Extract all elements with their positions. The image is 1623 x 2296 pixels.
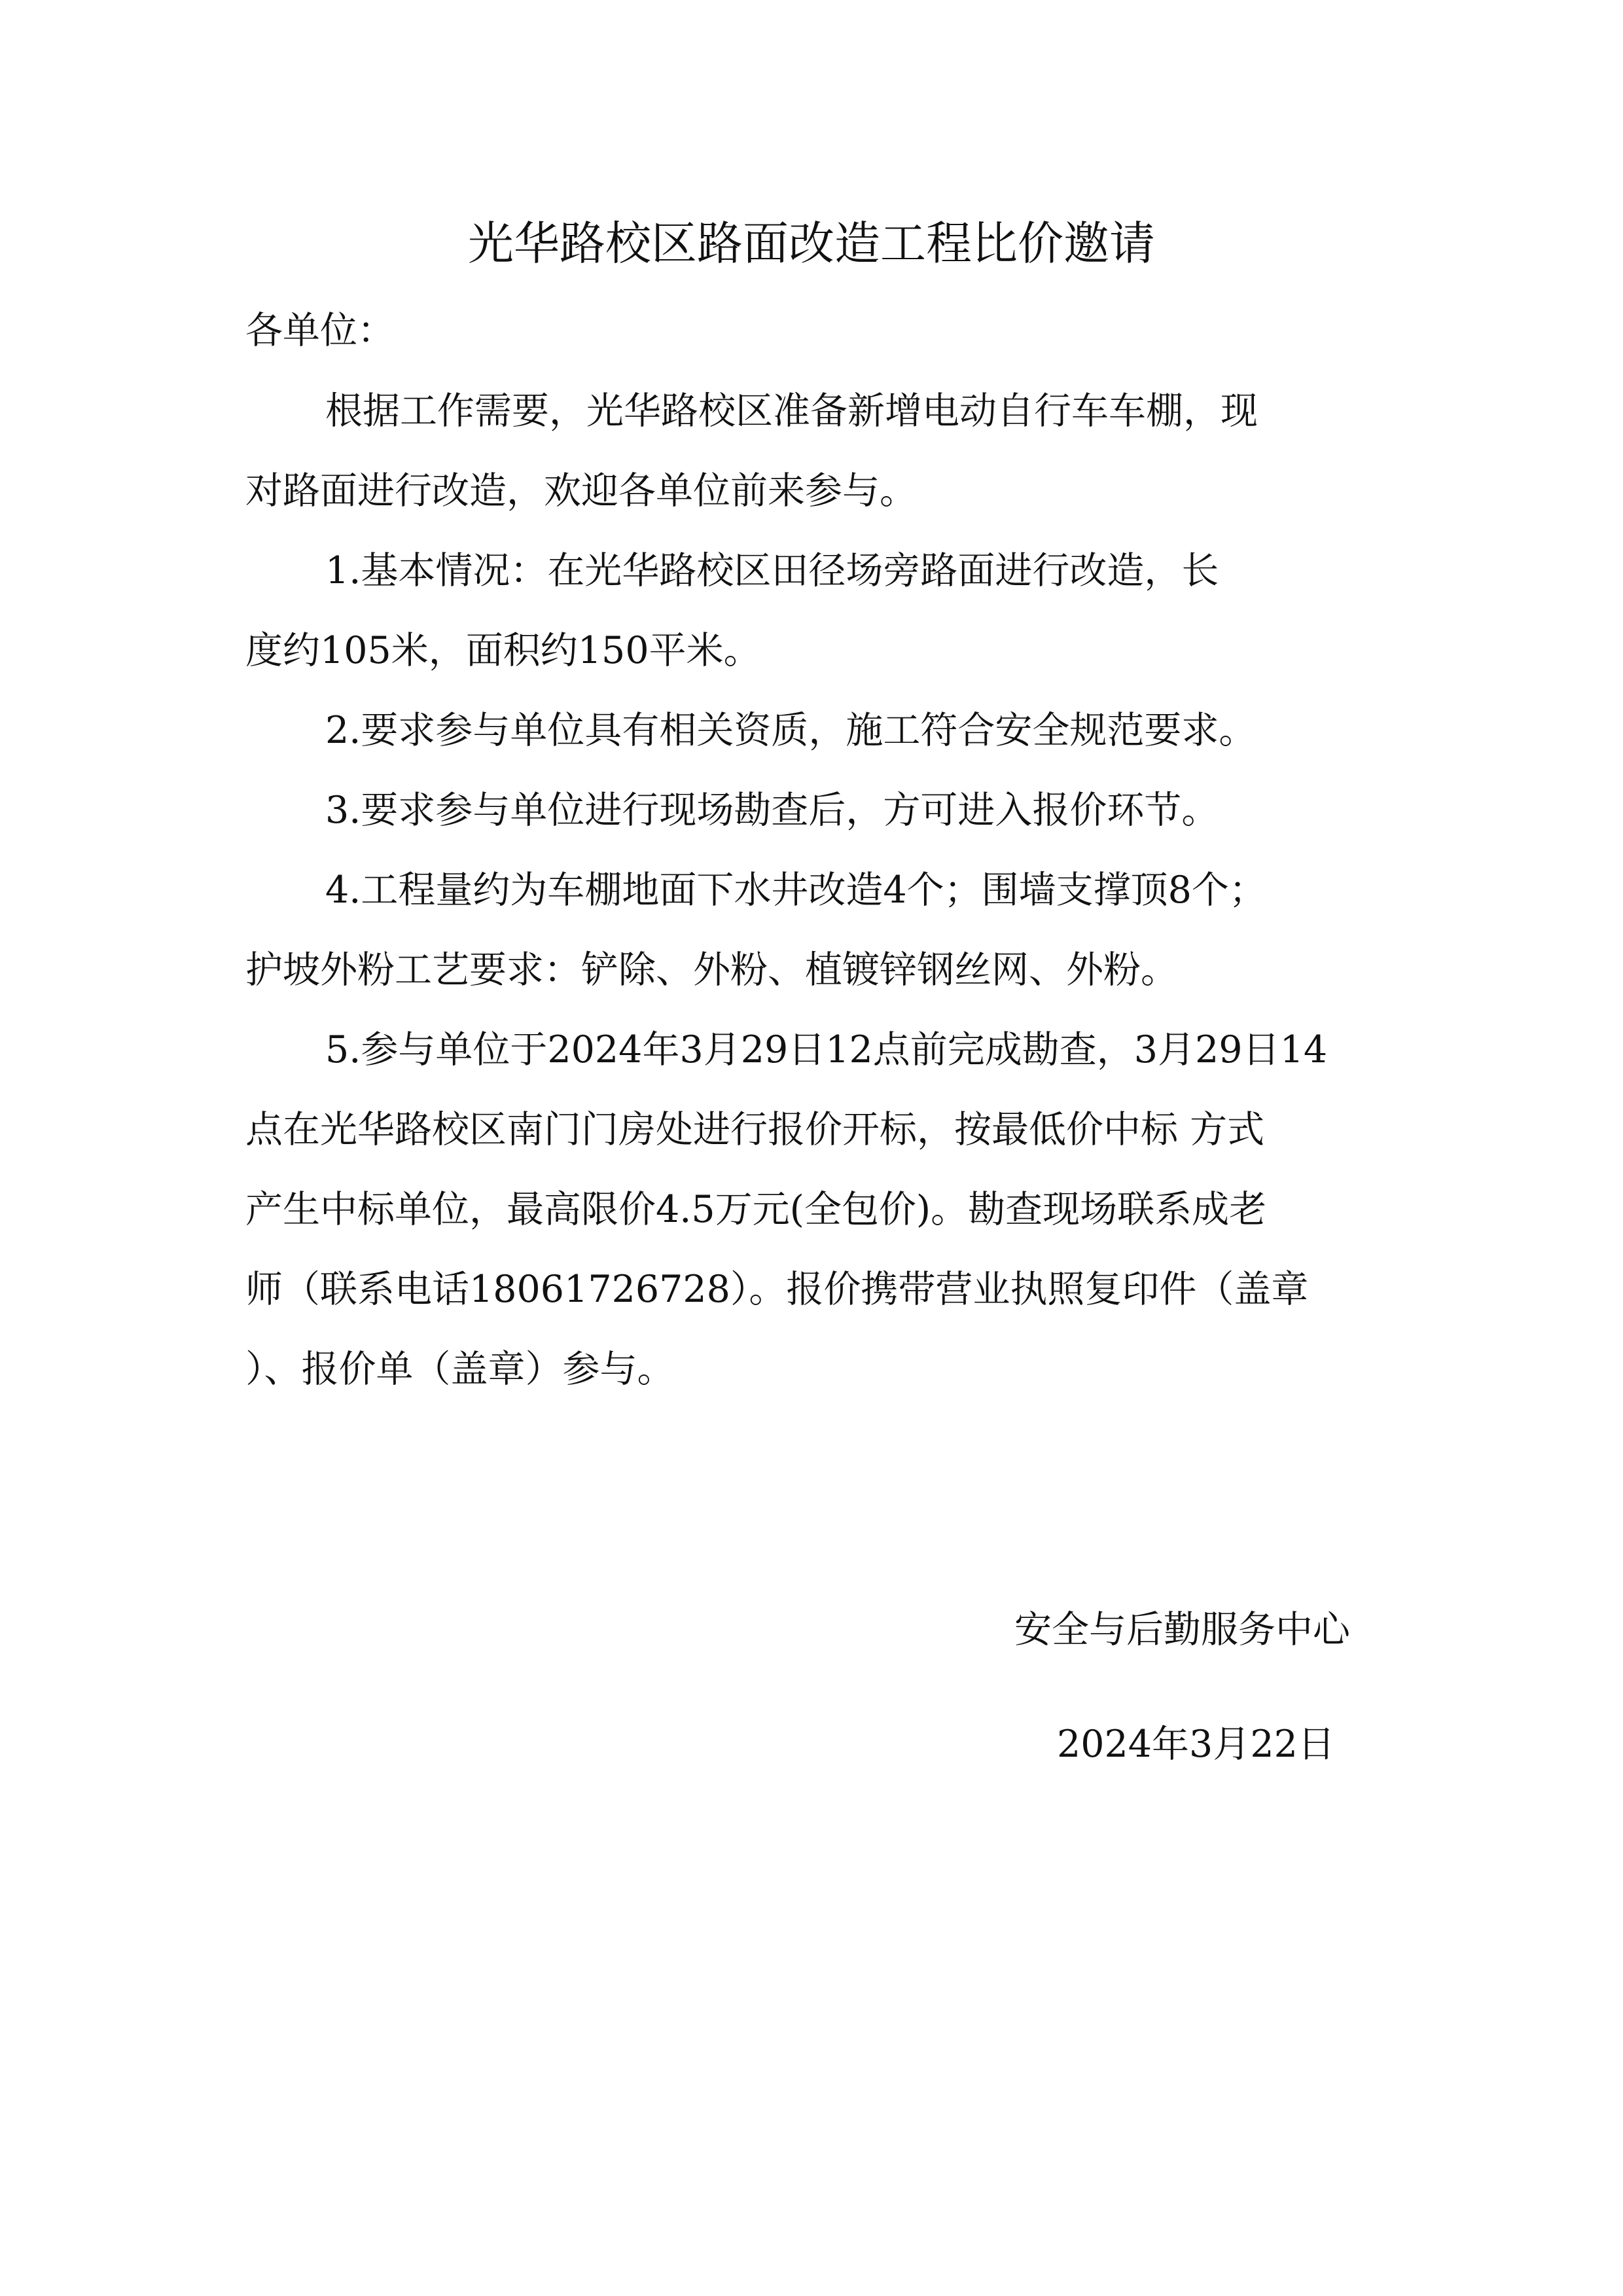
paragraph-line: 5.参与单位于2024年3月29日12点前完成勘查，3月29日14	[325, 1028, 1328, 1071]
paragraph-line: 4.工程量约为车棚地面下水井改造4个；围墙支撑顶8个；	[325, 869, 1266, 912]
paragraph-line: 3.要求参与单位进行现场勘查后，方可进入报价环节。	[325, 789, 1219, 832]
paragraph-line: 点在光华路校区南门门房处进行报价开标，按最低价中标 方式	[245, 1108, 1265, 1151]
paragraph-line: 师（联系电话18061726728）。报价携带营业执照复印件（盖章	[245, 1268, 1309, 1311]
paragraph-line: 1.基本情况：在光华路校区田径场旁路面进行改造，长	[325, 549, 1219, 592]
paragraph-line: 对路面进行改造，欢迎各单位前来参与。	[245, 469, 917, 512]
paragraph-line: 产生中标单位，最高限价4.5万元(全包价)。勘查现场联系成老	[245, 1188, 1267, 1231]
issue-date: 2024年3月22日	[1057, 1723, 1335, 1766]
paragraph-line: 度约105米，面积约150平米。	[245, 629, 761, 672]
paragraph-line: 2.要求参与单位具有相关资质，施工符合安全规范要求。	[325, 709, 1257, 752]
paragraph-line: 护坡外粉工艺要求：铲除、外粉、植镀锌钢丝网、外粉。	[245, 948, 1178, 992]
document-body	[245, 385, 1378, 1423]
greeting: 各单位：	[245, 309, 395, 352]
paragraph-line: 根据工作需要，光华路校区准备新增电动自行车车棚，现	[325, 389, 1258, 433]
issuer-signature: 安全与后勤服务中心	[1014, 1608, 1350, 1651]
document-title: 光华路校区路面改造工程比价邀请	[468, 217, 1155, 270]
paragraph-line: ）、报价单（盖章）参与。	[245, 1348, 675, 1391]
